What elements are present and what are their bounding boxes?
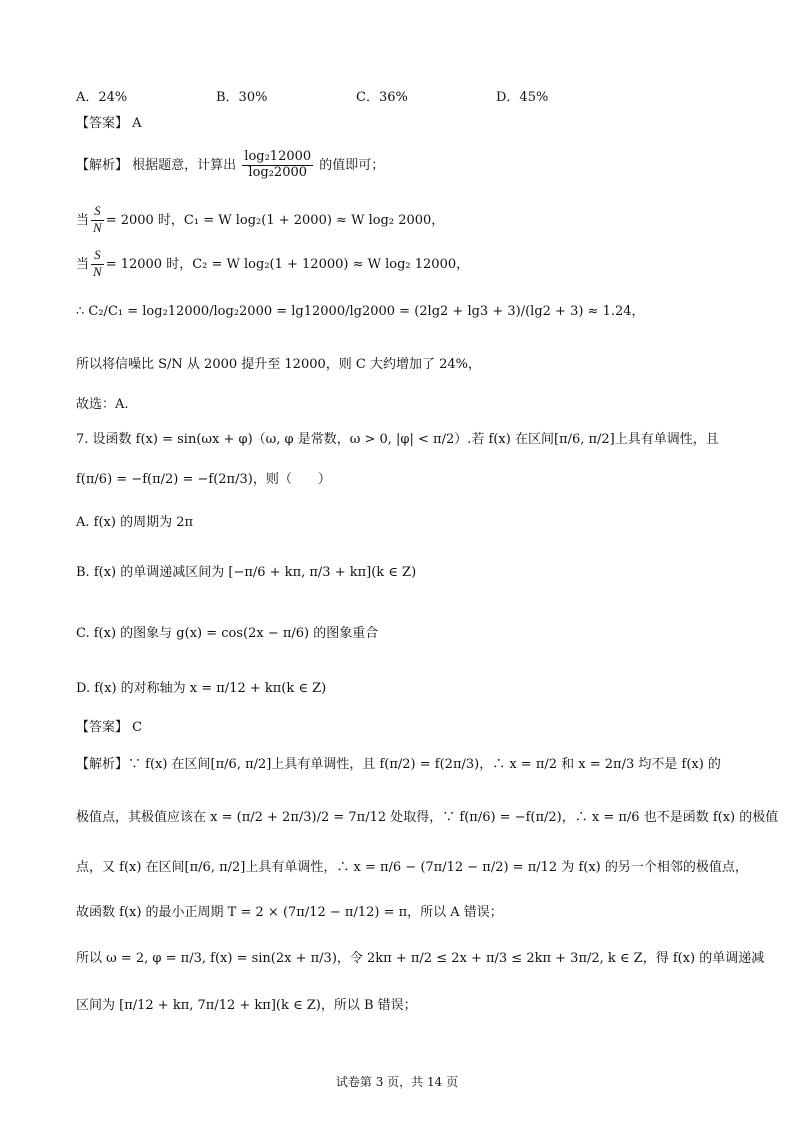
q7-option-c: C. f(x) 的图象与 g(x) = cos(2x − π/6) 的图象重合 [76,626,379,641]
q6-frac-den: log₂2000 [248,164,308,180]
q7-analysis-5: 所以 ω = 2, φ = π/3, f(x) = sin(2x + π/3)，令 2kπ + π/2 ≤ 2x + π/3 ≤ 2kπ + 3π/2, k ∈ Z，得 f(x) 的单调递减 [76,951,765,966]
q7-analysis-2: 极值点，其极值应该在 x = (π/2 + 2π/3)/2 = 7π/12 处取得，∵ f(π/6) = −f(π/2)，∴ x = π/6 也不是函数 f(x) 的极值 [76,810,779,825]
option-a: A．24% [76,90,128,105]
q6-line2 [76,248,469,281]
q6-analysis-label: 【解析】 根据题意，计算出 [76,157,237,173]
q7-stem-line1-a: 7. 设函数 f(x) = sin(ωx + φ)（ω, φ 是常数，ω > 0, |φ| < π/2） [76,432,468,447]
q6-analysis-intro [76,150,384,181]
q6-log-ratio-fraction [242,150,313,181]
q7-stem-line1 [76,432,719,448]
q7-option-d: D. f(x) 的对称轴为 x = π/12 + kπ(k ∈ Z) [76,681,327,696]
s-over-n-fraction: $\frac{S}{N}$ [93,203,102,235]
q7-option-a: A. f(x) 的周期为 2π [76,515,194,530]
q7-stem-line2: f(π/6) = −f(π/2) = −f(2π/3)，则（ ） [76,472,331,487]
option-c: C．36% [356,90,408,105]
q6-choice: 故选：A. [76,397,129,412]
q6-ratio-line: ∴ C₂/C₁ = log₂12000/log₂2000 = lg12000/lg2000 = (2lg2 + lg3 + 3)/(lg2 + 3) ≈ 1.24， [76,304,645,319]
q7-stem-line1-b: .若 f(x) 在区间[π/6, π/2]上具有单调性，且 [467,432,719,447]
q7-answer: 【答案】 C [76,720,143,735]
q7-option-b: B. f(x) 的单调递减区间为 [−π/6 + kπ, π/3 + kπ](k ∈ Z) [76,565,417,580]
option-d: D．45% [496,90,549,105]
q7-analysis-1: 【解析】∵ f(x) 在区间[π/6, π/2]上具有单调性，且 f(π/2) = f(2π/3)，∴ x = π/2 和 x = 2π/3 均不是 f(x) 的 [76,757,721,772]
page-footer: 试卷第 3 页，共 14 页 [335,1075,459,1089]
s-over-n-fraction: $\frac{S}{N}$ [93,247,102,279]
q6-answer: 【答案】 A [76,116,142,131]
q7-analysis-3: 点，又 f(x) 在区间[π/6, π/2]上具有单调性，∴ x = π/6 − (7π/12 − π/2) = π/12 为 f(x) 的另一个相邻的极值点， [76,860,748,875]
q6-analysis-intro-tail: 的值即可； [319,157,385,173]
q6-line2-prefix: 当 [76,256,90,272]
q7-analysis-4: 故函数 f(x) 的最小正周期 T = 2 × (7π/12 − π/12) = π，所以 A 错误； [76,905,503,920]
q6-line1-rest: = 2000 时，C₁ = W log₂(1 + 2000) ≈ W log₂ 2000， [105,212,445,228]
q7-analysis-6: 区间为 [π/12 + kπ, 7π/12 + kπ](k ∈ Z)，所以 B 错误； [76,998,417,1013]
q6-frac-num: log₂12000 [244,149,312,164]
q6-line1 [76,204,444,237]
q6-line2-rest: = 12000 时，C₂ = W log₂(1 + 12000) ≈ W log₂ 12000， [105,256,470,272]
q6-conclusion: 所以将信噪比 S/N 从 2000 提升至 12000，则 C 大约增加了 24%， [76,357,481,372]
option-b: B．30% [216,90,268,105]
q6-line1-prefix: 当 [76,212,90,228]
